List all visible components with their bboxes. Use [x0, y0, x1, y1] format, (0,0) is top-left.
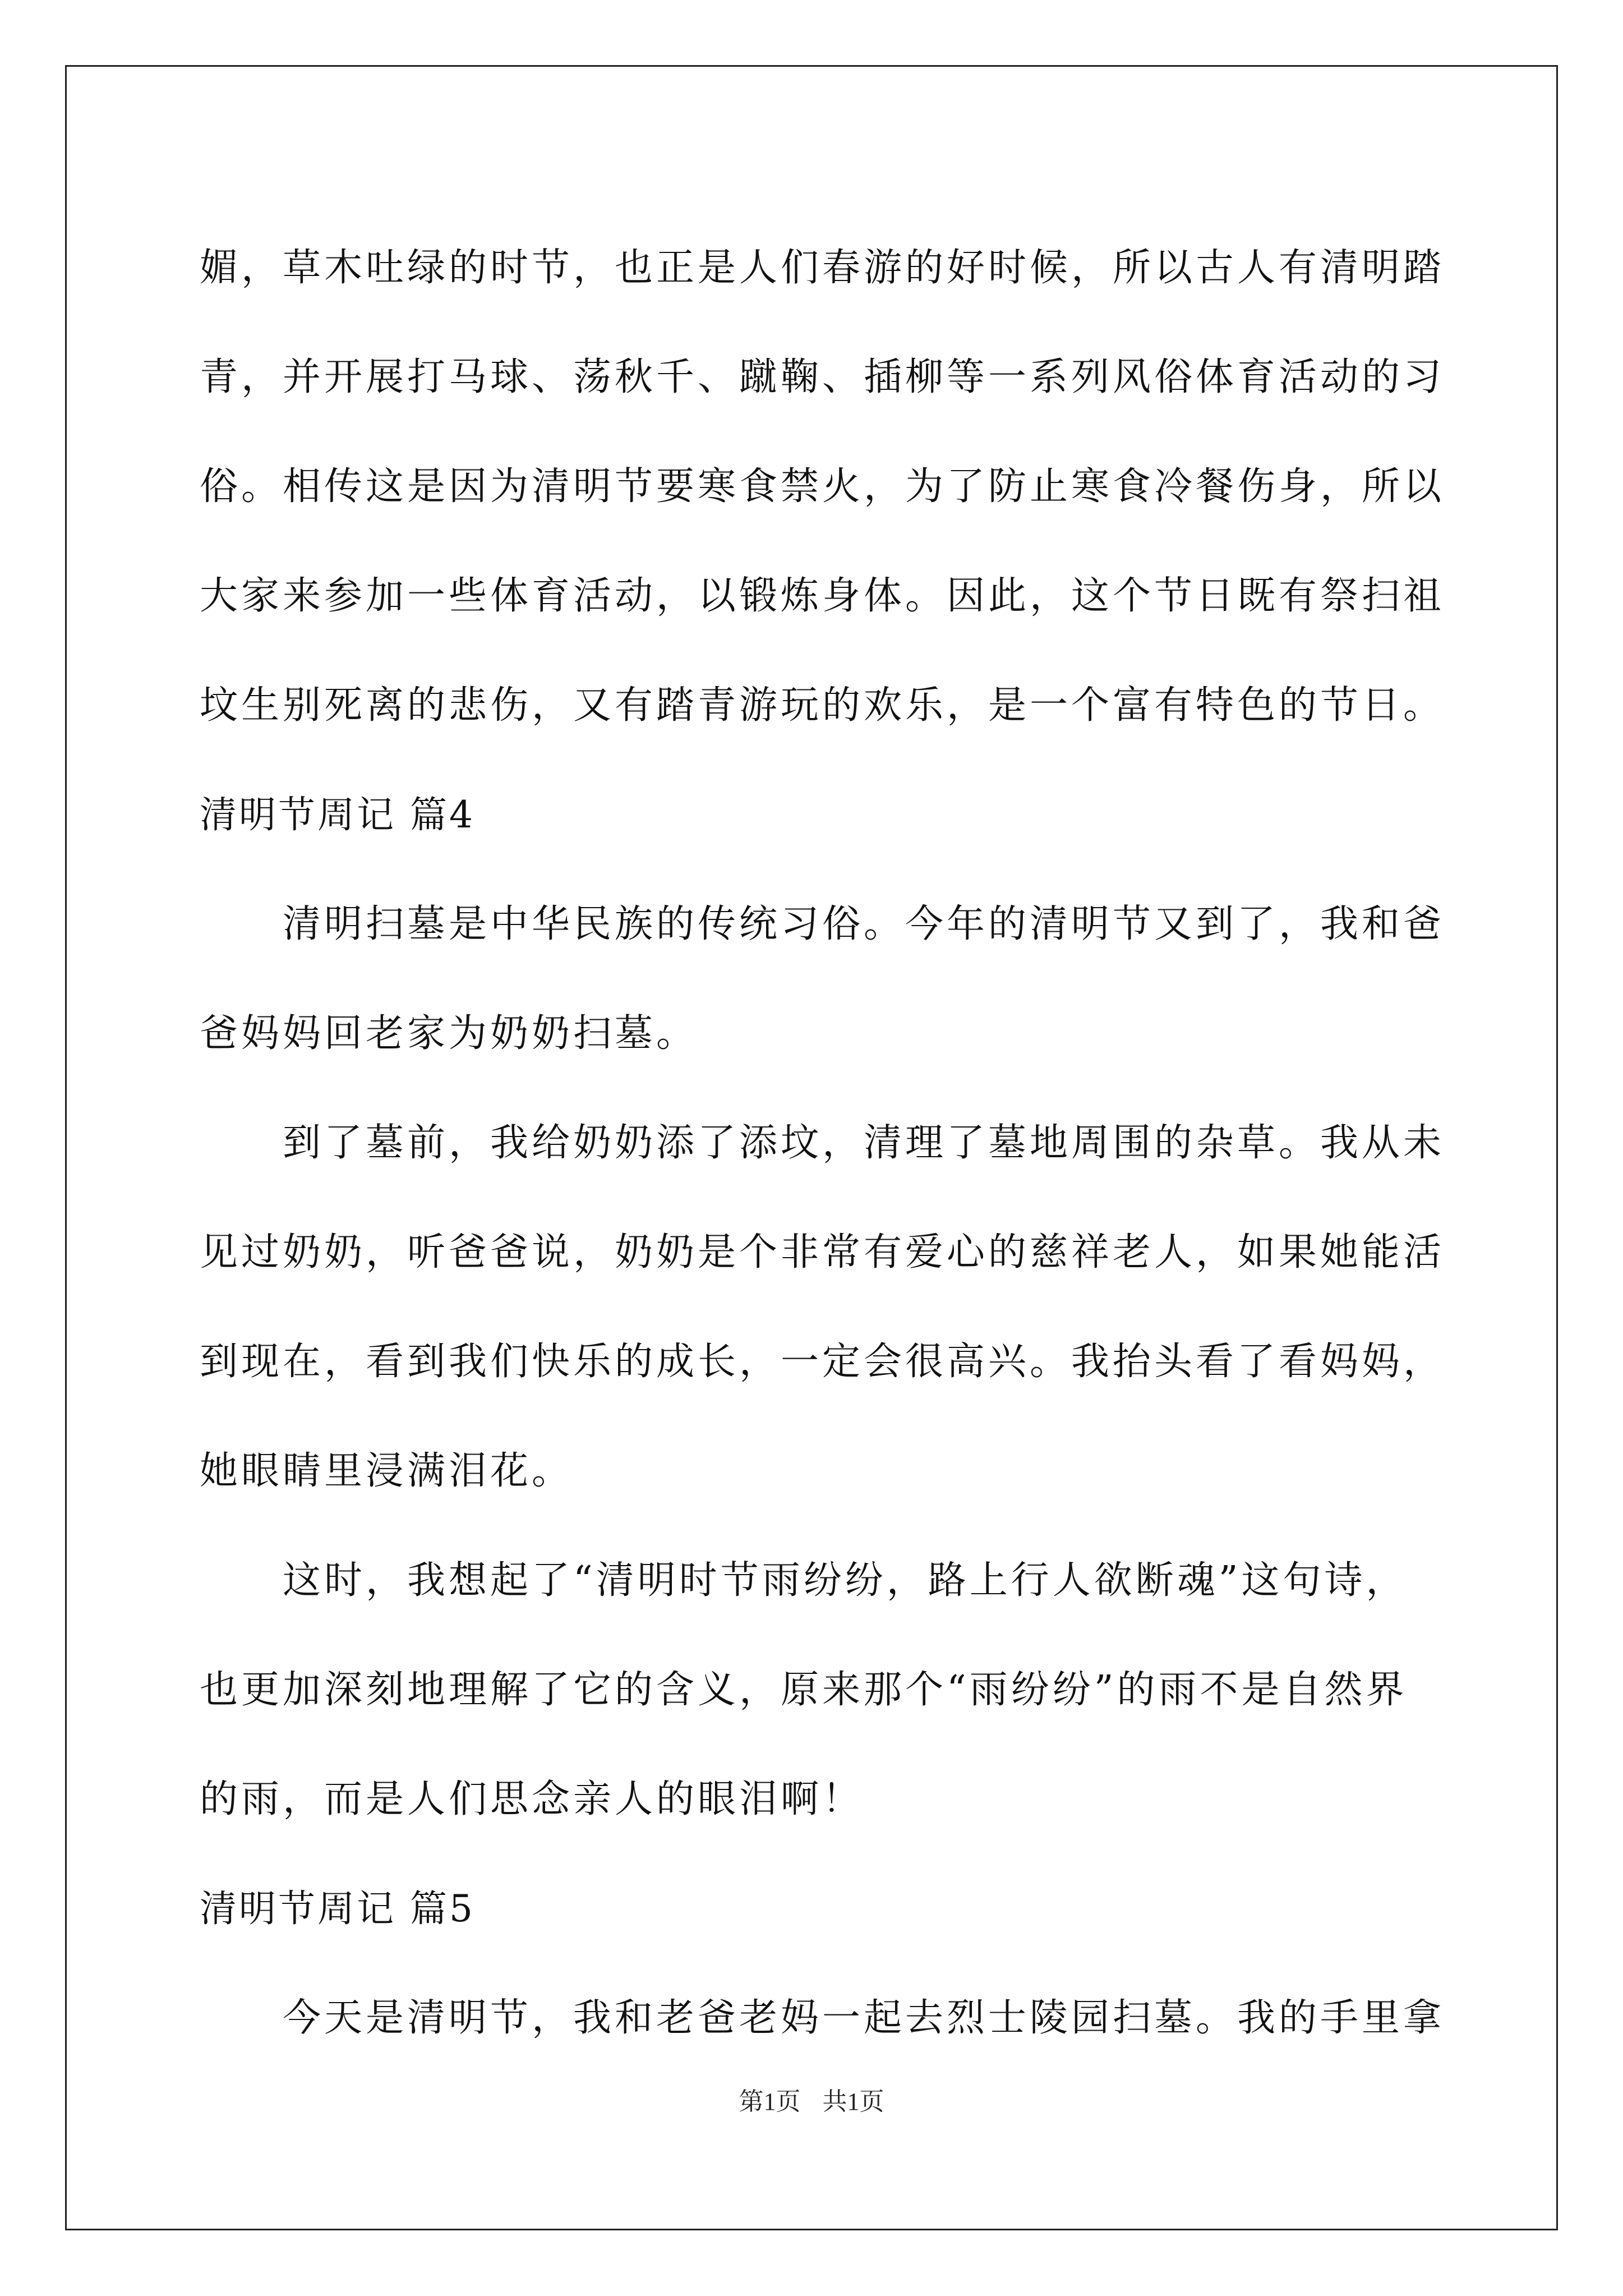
text-line: 也更加深刻地理解了它的含义，原来那个“雨纷纷”的雨不是自然界 [200, 1668, 1408, 1712]
text-line: 到现在，看到我们快乐的成长，一定会很高兴。我抬头看了看妈妈， [200, 1340, 1445, 1384]
text-line: 的雨，而是人们思念亲人的眼泪啊！ [200, 1777, 864, 1821]
page-total: 共1页 [822, 2088, 884, 2115]
paragraph-first-line: 清明扫墓是中华民族的传统习俗。今年的清明节又到了，我和爸 [283, 902, 1445, 946]
document-body [200, 213, 1445, 2073]
paragraph-first-line: 今天是清明节，我和老爸老妈一起去烈士陵园扫墓。我的手里拿 [283, 1996, 1445, 2040]
text-line: 爸妈妈回老家为奶奶扫墓。 [200, 1011, 698, 1056]
text-line: 媚，草木吐绿的时节，也正是人们春游的好时候，所以古人有清明踏 [200, 246, 1445, 290]
page-footer [0, 2081, 1623, 2117]
section-heading: 清明节周记 篇4 [200, 793, 475, 836]
text-line: 坟生别死离的悲伤，又有踏青游玩的欢乐，是一个富有特色的节日。 [200, 683, 1445, 728]
page-number: 第1页 [739, 2088, 801, 2115]
text-line: 见过奶奶，听爸爸说，奶奶是个非常有爱心的慈祥老人，如果她能活 [200, 1230, 1445, 1274]
section-heading: 清明节周记 篇5 [200, 1887, 475, 1930]
paragraph-first-line: 这时，我想起了“清明时节雨纷纷，路上行人欲断魂”这句诗， [283, 1558, 1408, 1603]
text-line: 青，并开展打马球、荡秋千、蹴鞠、插柳等一系列风俗体育活动的习 [200, 355, 1445, 399]
text-line: 俗。相传这是因为清明节要寒食禁火，为了防止寒食冷餐伤身，所以 [200, 464, 1445, 509]
paragraph-first-line: 到了墓前，我给奶奶添了添坟，清理了墓地周围的杂草。我从未 [283, 1121, 1445, 1165]
text-line: 她眼睛里浸满泪花。 [200, 1449, 574, 1493]
text-line: 大家来参加一些体育活动，以锻炼身体。因此，这个节日既有祭扫祖 [200, 574, 1445, 618]
